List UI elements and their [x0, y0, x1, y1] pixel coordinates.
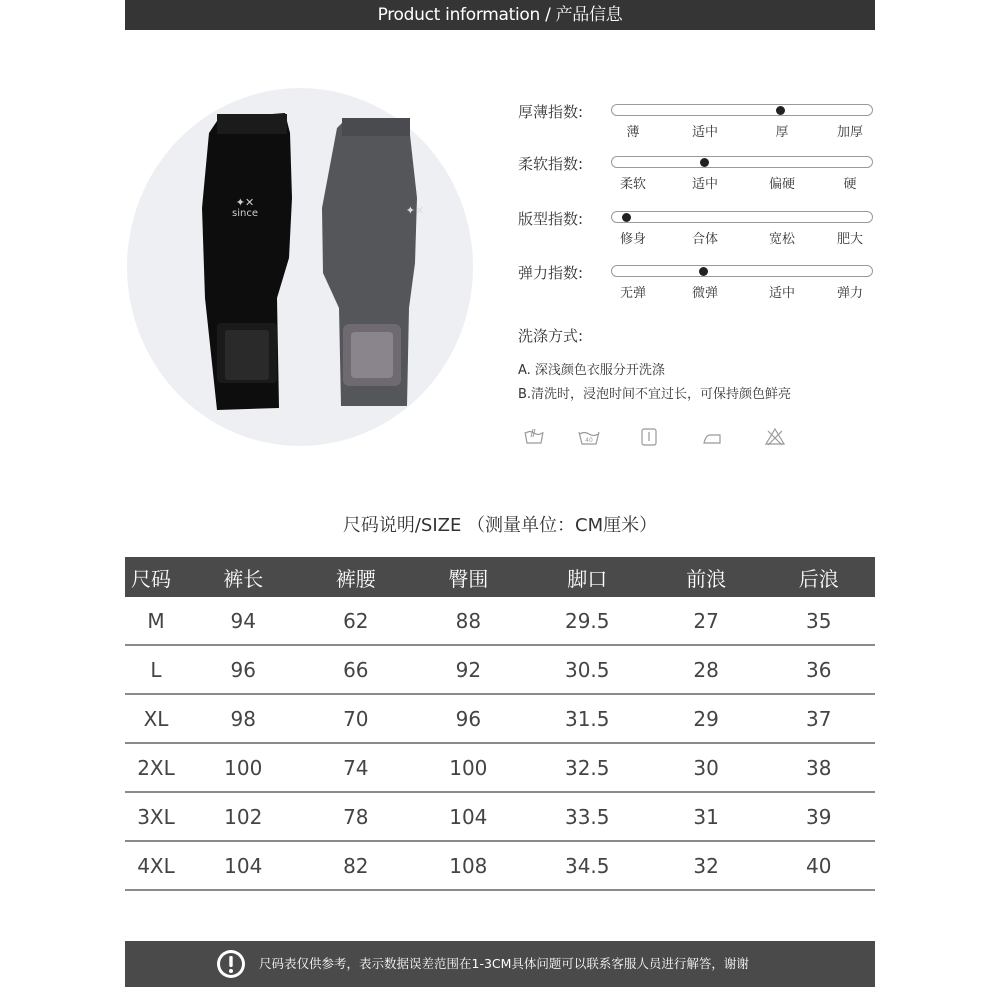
table-cell: 82	[300, 841, 413, 890]
slider-knob	[776, 106, 785, 115]
table-cell: L	[125, 645, 187, 694]
index-slider	[611, 265, 873, 277]
table-cell: 30	[650, 743, 763, 792]
no-bleach-icon	[763, 425, 787, 449]
slider-knob	[622, 213, 631, 222]
tick-label: 适中	[768, 286, 795, 301]
index-label: 厚薄指数:	[518, 103, 584, 121]
index-slider	[611, 211, 873, 223]
table-cell: 100	[412, 743, 525, 792]
tick-label: 适中	[691, 177, 718, 192]
table-cell: 102	[187, 792, 300, 841]
washing-line: A. 深浅颜色衣服分开洗涤	[518, 363, 665, 378]
table-cell: M	[125, 597, 187, 645]
column-header: 裤腰	[300, 557, 413, 597]
softness-index	[518, 147, 878, 192]
size-table	[125, 557, 875, 891]
table-cell: 35	[762, 597, 875, 645]
table-cell: 66	[300, 645, 413, 694]
tick-label: 微弹	[691, 286, 718, 301]
tick-label: 弹力	[836, 286, 863, 301]
table-cell: 31.5	[525, 694, 650, 743]
table-cell: 2XL	[125, 743, 187, 792]
index-label: 柔软指数:	[518, 155, 584, 173]
table-cell: 94	[187, 597, 300, 645]
tick-label: 无弹	[619, 286, 646, 301]
table-cell: 104	[187, 841, 300, 890]
index-slider	[611, 156, 873, 168]
product-photo	[127, 88, 473, 446]
table-cell: 34.5	[525, 841, 650, 890]
table-cell: 39	[762, 792, 875, 841]
table-cell: 36	[762, 645, 875, 694]
svg-text:40: 40	[585, 437, 593, 444]
table-row	[125, 841, 875, 890]
tick-label: 合体	[691, 232, 718, 247]
table-cell: 74	[300, 743, 413, 792]
pants-logo-text: since	[232, 208, 258, 219]
table-cell: 108	[412, 841, 525, 890]
table-cell: 38	[762, 743, 875, 792]
tick-label: 宽松	[768, 232, 795, 247]
care-icons	[520, 425, 820, 453]
table-row	[125, 694, 875, 743]
table-cell: 92	[412, 645, 525, 694]
hand-wash-icon	[522, 425, 546, 449]
size-notice-text: 尺码表仅供参考，表示数据误差范围在1-3CM具体问题可以联系客服人员进行解答，谢谢	[259, 956, 749, 971]
table-cell: 88	[412, 597, 525, 645]
table-row	[125, 792, 875, 841]
tick-label: 适中	[691, 125, 718, 140]
tick-label: 肥大	[836, 232, 863, 247]
exclamation-icon	[215, 948, 247, 980]
tick-label: 加厚	[836, 125, 863, 140]
table-cell: 37	[762, 694, 875, 743]
tick-label: 硬	[843, 177, 857, 192]
svg-text:✦✕: ✦✕	[405, 204, 425, 217]
tick-label: 修身	[619, 232, 646, 247]
table-header-row	[125, 557, 875, 597]
table-cell: 104	[412, 792, 525, 841]
table-cell: 33.5	[525, 792, 650, 841]
table-cell: 28	[650, 645, 763, 694]
slider-knob	[700, 158, 709, 167]
table-cell: 100	[187, 743, 300, 792]
product-info-header: Product information / 产品信息	[125, 0, 875, 30]
wash-40-icon	[577, 425, 601, 449]
tick-label: 薄	[626, 125, 640, 140]
column-header: 尺码	[125, 557, 187, 597]
index-label: 版型指数:	[518, 210, 584, 228]
fit-index	[518, 202, 878, 247]
table-cell: 3XL	[125, 792, 187, 841]
thickness-index	[518, 95, 878, 140]
tick-label: 柔软	[619, 177, 646, 192]
table-cell: 40	[762, 841, 875, 890]
photo-backdrop	[127, 88, 473, 446]
iron-icon	[700, 425, 724, 449]
table-cell: 32.5	[525, 743, 650, 792]
tumble-dry-icon	[637, 425, 661, 449]
index-label: 弹力指数:	[518, 264, 584, 282]
table-cell: 96	[187, 645, 300, 694]
table-cell: 27	[650, 597, 763, 645]
table-cell: 98	[187, 694, 300, 743]
table-cell: 30.5	[525, 645, 650, 694]
svg-text:✦✕: ✦✕	[235, 196, 255, 209]
table-cell: 4XL	[125, 841, 187, 890]
table-row	[125, 597, 875, 645]
washing-title: 洗涤方式:	[518, 327, 584, 345]
table-row	[125, 743, 875, 792]
index-slider	[611, 104, 873, 116]
washing-line: B.清洗时，浸泡时间不宜过长，可保持颜色鲜亮	[518, 387, 792, 402]
tick-label: 偏硬	[768, 177, 795, 192]
tick-label: 厚	[775, 125, 789, 140]
column-header: 裤长	[187, 557, 300, 597]
table-row	[125, 645, 875, 694]
column-header: 脚口	[525, 557, 650, 597]
table-cell: 62	[300, 597, 413, 645]
table-cell: 70	[300, 694, 413, 743]
table-cell: XL	[125, 694, 187, 743]
table-cell: 32	[650, 841, 763, 890]
column-header: 臀围	[412, 557, 525, 597]
table-cell: 31	[650, 792, 763, 841]
table-cell: 29	[650, 694, 763, 743]
slider-knob	[699, 267, 708, 276]
table-cell: 96	[412, 694, 525, 743]
size-notice-banner	[125, 941, 875, 987]
column-header: 后浪	[762, 557, 875, 597]
size-chart-title: 尺码说明/SIZE （测量单位：CM厘米）	[342, 515, 658, 536]
table-cell: 29.5	[525, 597, 650, 645]
column-header: 前浪	[650, 557, 763, 597]
elasticity-index	[518, 256, 878, 301]
table-cell: 78	[300, 792, 413, 841]
